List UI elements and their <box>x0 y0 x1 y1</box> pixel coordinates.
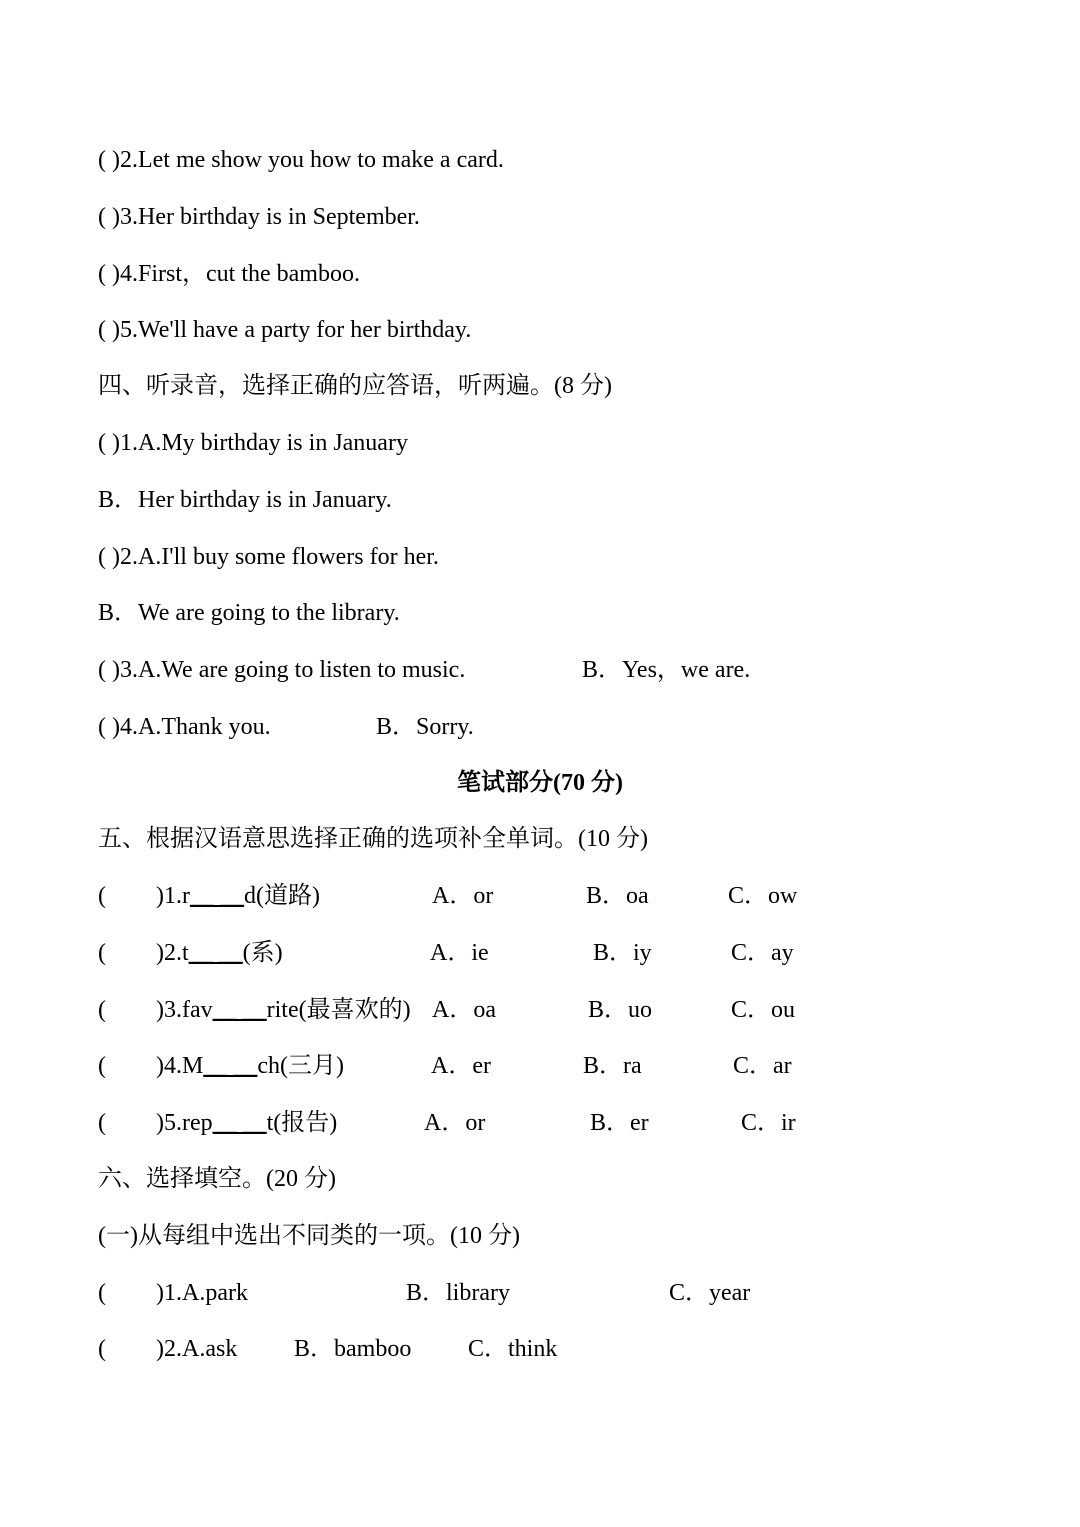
part3-item-4: ( )4.First，cut the bamboo. <box>98 261 360 287</box>
section6-q2: ( )2.A.ask <box>98 1336 238 1362</box>
section5-item-3-option-c: C．ou <box>731 997 796 1023</box>
section5-item-2-option-a: A．ie <box>430 940 489 966</box>
section4-q1-option-a: ( )1.A.My birthday is in January <box>98 430 408 456</box>
section4-q4-option-a: ( )4.A.Thank you. <box>98 714 271 740</box>
section5-item-2-option-c: C．ay <box>731 940 794 966</box>
section5-item-3-option-b: B．uo <box>588 997 653 1023</box>
answer-blank: __ __ <box>189 883 244 909</box>
section4-q3-option-b: B．Yes，we are. <box>582 657 751 683</box>
answer-blank: __ __ <box>203 1053 258 1079</box>
section6-q2-option-b: B．bamboo <box>294 1336 412 1362</box>
section5-item-4: ( )4.M__ __ch(三月) <box>98 1053 344 1079</box>
section5-item-5: ( )5.rep__ __t(报告) <box>98 1110 338 1136</box>
part3-item-2: ( )2.Let me show you how to make a card. <box>98 147 504 173</box>
section4-q1-option-b: B．Her birthday is in January. <box>98 487 392 513</box>
section5-item-4-option-a: A．er <box>431 1053 491 1079</box>
section4-q4-option-b: B．Sorry. <box>376 714 474 740</box>
section5-item-5-option-c: C．ir <box>741 1110 796 1136</box>
written-part-title: 笔试部分(70 分) <box>457 770 623 796</box>
section5-item-2-option-b: B．iy <box>593 940 652 966</box>
section5-title: 五、根据汉语意思选择正确的选项补全单词。(10 分) <box>98 826 648 852</box>
section6-q1: ( )1.A.park <box>98 1280 248 1306</box>
section5-item-1-option-a: A．or <box>432 883 494 909</box>
section4-title: 四、听录音，选择正确的应答语，听两遍。(8 分) <box>98 373 612 399</box>
section5-item-5-option-b: B．er <box>590 1110 649 1136</box>
section5-item-1-option-c: C．ow <box>728 883 798 909</box>
section5-item-2: ( )2.t__ __(系) <box>98 940 283 966</box>
answer-blank: __ __ <box>212 997 267 1023</box>
section5-item-3: ( )3.fav__ __rite(最喜欢的) <box>98 997 411 1023</box>
section6-title: 六、选择填空。(20 分) <box>98 1166 336 1192</box>
part3-item-3: ( )3.Her birthday is in September. <box>98 204 420 230</box>
section5-item-3-option-a: A．oa <box>432 997 496 1023</box>
section4-q2-option-b: B．We are going to the library. <box>98 600 400 626</box>
section5-item-1-option-b: B．oa <box>586 883 649 909</box>
answer-blank: __ __ <box>212 1110 267 1136</box>
section6-sub1-title: (一)从每组中选出不同类的一项。(10 分) <box>98 1223 520 1249</box>
section5-item-1: ( )1.r__ __d(道路) <box>98 883 320 909</box>
section4-q3-option-a: ( )3.A.We are going to listen to music. <box>98 657 466 683</box>
section4-q2-option-a: ( )2.A.I'll buy some flowers for her. <box>98 544 439 570</box>
answer-blank: __ __ <box>188 940 243 966</box>
section5-item-4-option-b: B．ra <box>583 1053 642 1079</box>
section6-q1-option-b: B．library <box>406 1280 510 1306</box>
section5-item-5-option-a: A．or <box>424 1110 486 1136</box>
part3-item-5: ( )5.We'll have a party for her birthday. <box>98 317 472 343</box>
section6-q1-option-c: C．year <box>669 1280 751 1306</box>
section5-item-4-option-c: C．ar <box>733 1053 792 1079</box>
section6-q2-option-c: C．think <box>468 1336 558 1362</box>
